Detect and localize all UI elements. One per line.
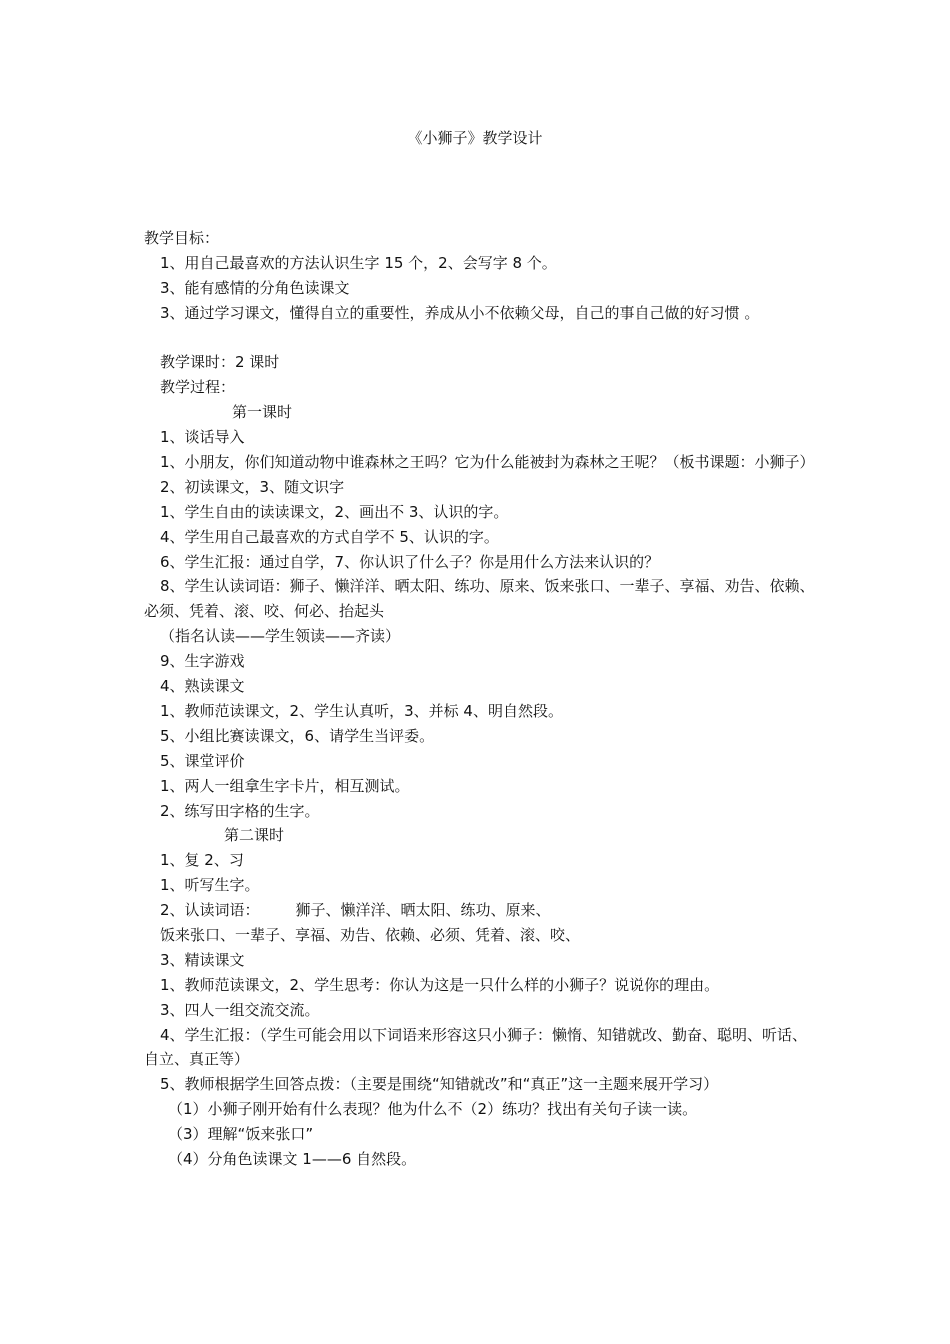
lesson2-line: 5、教师根据学生回答点拨：（主要是围绕“知错就改”和“真正”这一主题来展开学习）: [160, 1075, 719, 1094]
document-title: 《小狮子》教学设计: [407, 129, 543, 147]
lesson1-line: 4、学生用自己最喜欢的方式自学不 5、认识的字。: [160, 527, 499, 546]
lesson2-line: 1、复 2、习: [160, 851, 244, 870]
objective-item: 3、通过学习课文，懂得自立的重要性，养成从小不依赖父母，自己的事自己做的好习惯 。: [160, 303, 760, 322]
lesson2-heading: 第二课时: [224, 826, 285, 845]
lesson1-line: 1、两人一组拿生字卡片，相互测试。: [160, 776, 410, 795]
lesson1-line: 1、教师范读课文，2、学生认真听，3、并标 4、明自然段。: [160, 701, 563, 720]
lesson1-line: 9、生字游戏: [160, 652, 245, 671]
lesson1-line: 2、初读课文，3、随文识字: [160, 477, 345, 496]
lesson1-line: 8、学生认读词语：狮子、懒洋洋、晒太阳、练功、原来、饭来张口、一辈子、享福、劝告、依赖、必须、凭着、滚、咬、何必、抬起头: [144, 577, 815, 621]
lesson2-line: 饭来张口、一辈子、享福、劝告、依赖、必须、凭着、滚、咬、: [160, 925, 581, 944]
lesson2-line: [144, 898, 820, 923]
lesson2-line: 3、精读课文: [160, 950, 245, 969]
lesson2-line: 3、四人一组交流交流。: [160, 1000, 320, 1019]
document-body: [144, 226, 820, 1172]
lesson2-line: （1）小狮子刚开始有什么表现？他为什么不（2）练功？找出有关句子读一读。: [168, 1100, 698, 1119]
lesson1-line: （指名认读——学生领读——齐读）: [160, 627, 401, 646]
lesson2-line: （3）理解“饭来张口”: [168, 1125, 314, 1144]
lesson1-line: 1、谈话导入: [160, 428, 245, 447]
blank-line: [144, 326, 820, 351]
lesson1-heading: 第一课时: [232, 403, 293, 422]
lesson1-line: 5、小组比赛读课文，6、请学生当评委。: [160, 726, 435, 745]
class-hours: 教学课时：2 课时: [160, 353, 280, 372]
lesson2-line: 1、听写生字。: [160, 876, 260, 895]
lesson1-line: 6、学生汇报：通过自学，7、你认识了什么子？你是用什么方法来认识的？: [160, 552, 660, 571]
lesson1-line: 1、学生自由的读读课文，2、画出不 3、认识的字。: [160, 502, 509, 521]
lesson2-line: 1、教师范读课文，2、学生思考：你认为这是一只什么样的小狮子？说说你的理由。: [160, 975, 720, 994]
lesson1-line: 1、小朋友，你们知道动物中谁森林之王吗？它为什么能被封为森林之王呢？（板书课题：小狮子）: [160, 453, 815, 472]
lesson1-line: 2、练写田字格的生字。: [160, 801, 320, 820]
objective-item: 1、用自己最喜欢的方法认识生字 15 个，2、会写字 8 个。: [160, 253, 557, 272]
process-heading: 教学过程：: [160, 378, 236, 397]
lesson2-line: 4、学生汇报：（学生可能会用以下词语来形容这只小狮子：懒惰、知错就改、勤奋、聪明、听话、自立、真正等）: [144, 1025, 808, 1069]
lesson1-line: 4、熟读课文: [160, 677, 245, 696]
vocab-words: 狮子、懒洋洋、晒太阳、练功、原来、: [295, 901, 551, 920]
objectives-heading: 教学目标：: [144, 229, 220, 247]
objective-item: 3、能有感情的分角色读课文: [160, 278, 350, 297]
vocab-label: 2、认读词语：: [160, 901, 260, 920]
lesson2-line: （4）分角色读课文 1——6 自然段。: [168, 1150, 417, 1169]
lesson1-line: 5、课堂评价: [160, 751, 245, 770]
